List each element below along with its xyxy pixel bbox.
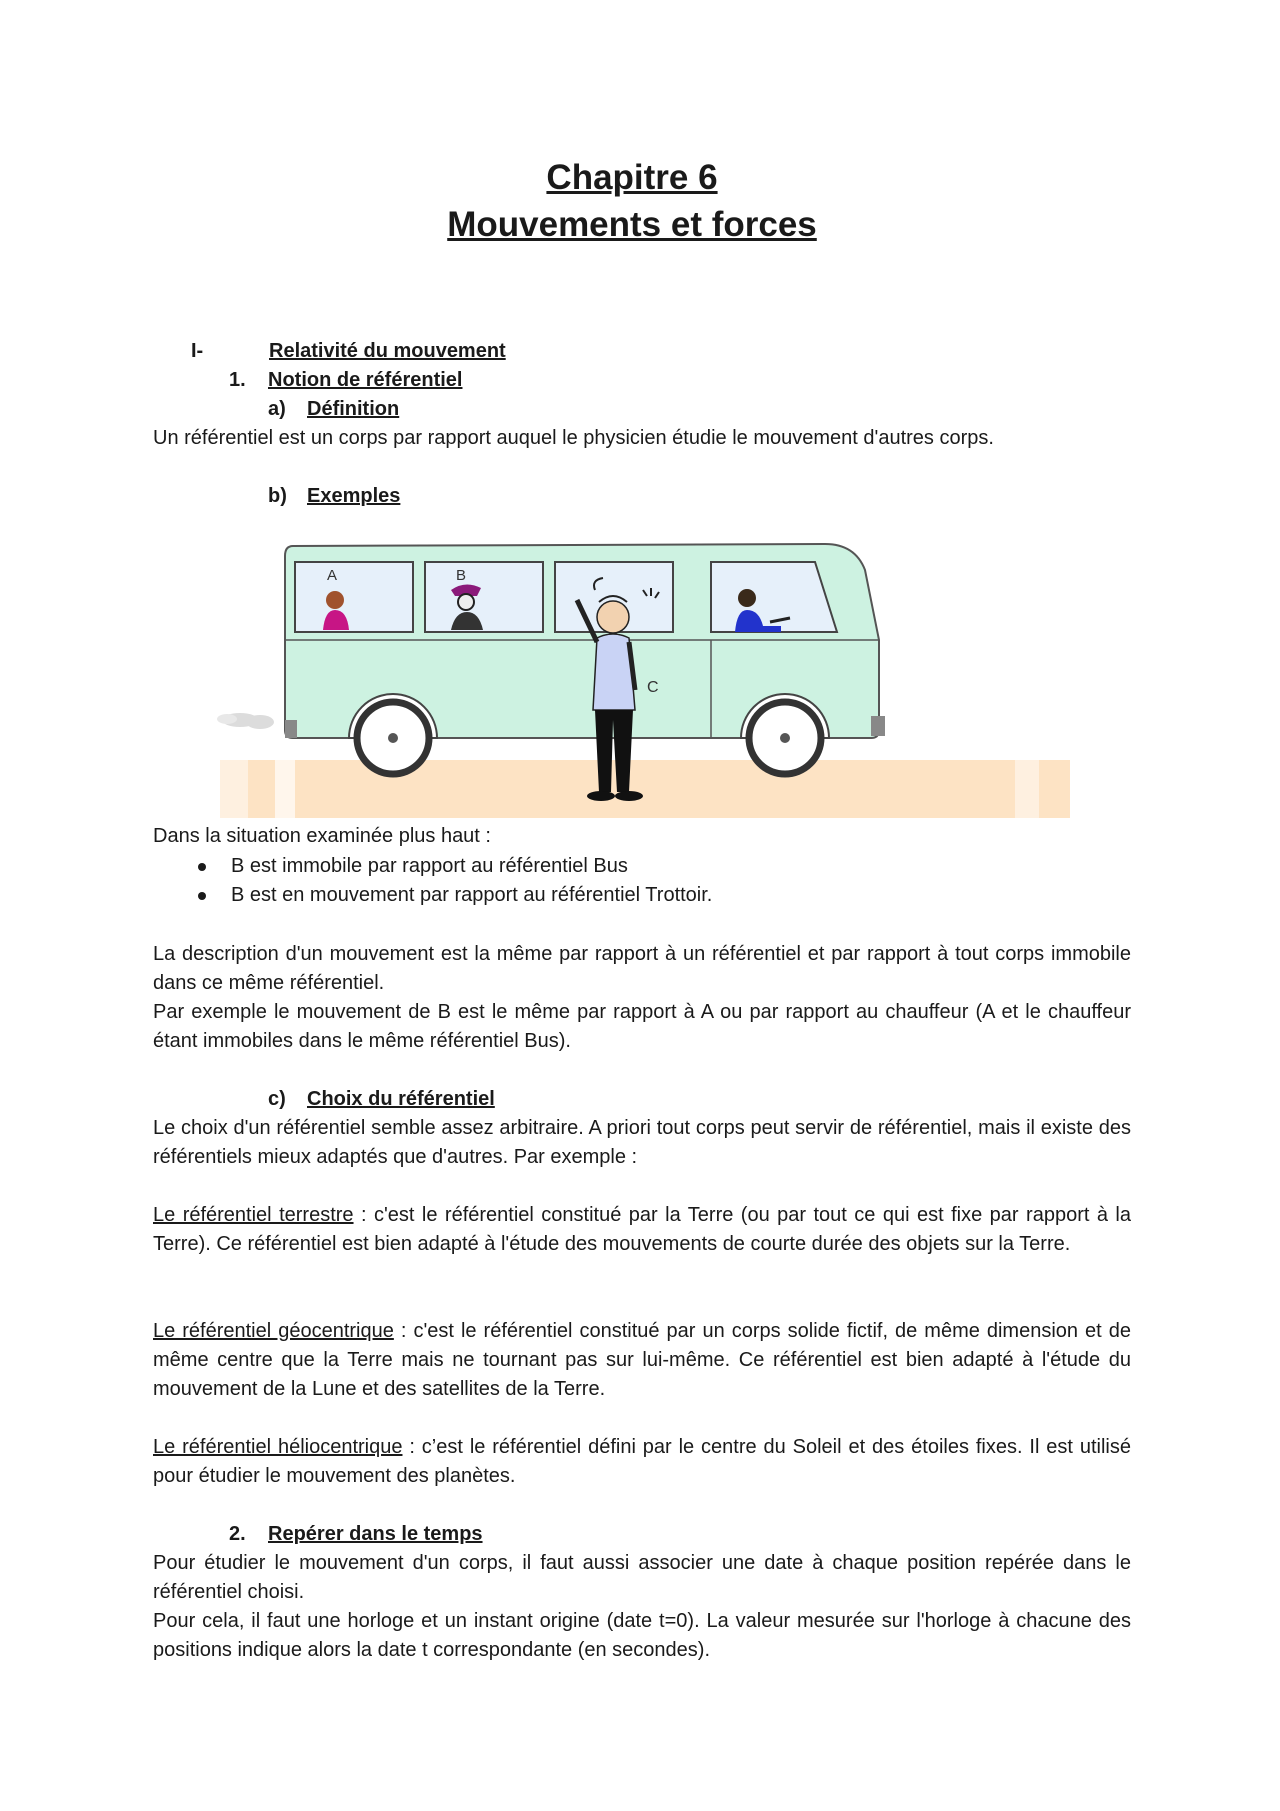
sidewalk bbox=[220, 760, 1070, 818]
bus-illustration bbox=[215, 530, 1080, 820]
item-c-title: Choix du référentiel bbox=[307, 1088, 495, 1110]
item-a-title: Définition bbox=[307, 398, 400, 420]
item-b-letter: b) bbox=[268, 485, 287, 507]
bullet-icon bbox=[198, 892, 206, 900]
subsection-2-number: 2. bbox=[229, 1523, 246, 1545]
description-p2: Par exemple le mouvement de B est le même par rapport à A ou par rapport au chauffeur (A et le chauffeur étant immobiles dans le même référentiel Bus). bbox=[153, 1001, 1131, 1052]
bullet-icon bbox=[198, 863, 206, 871]
item-b-title: Exemples bbox=[307, 485, 401, 507]
item-a-letter: a) bbox=[268, 398, 286, 420]
definition-text: Un référentiel est un corps par rapport auquel le physicien étudie le mouvement d'autres corps. bbox=[153, 427, 994, 449]
ref-terrestre-term: Le référentiel terrestre bbox=[153, 1204, 354, 1226]
choice-paragraph: Le choix d'un référentiel semble assez arbitraire. A priori tout corps peut servir de référentiel, mais il existe des référentiels mieux adaptés que d'autres. Par exemple : bbox=[153, 1117, 1131, 1168]
time-p2: Pour cela, il faut une horloge et un instant origine (date t=0). La valeur mesurée sur l'horloge à chacune des positions indique alors la date t correspondante (en secondes). bbox=[153, 1610, 1131, 1661]
bullet-item-2: B est en mouvement par rapport au référentiel Trottoir. bbox=[231, 884, 713, 906]
bus-window-b bbox=[425, 562, 543, 632]
subsection-1-number: 1. bbox=[229, 369, 246, 391]
description-p1: La description d'un mouvement est la même par rapport à un référentiel et par rapport à tout corps immobile dans ce même référentiel. bbox=[153, 943, 1131, 994]
ref-geocentrique-paragraph bbox=[153, 1317, 1131, 1404]
ref-heliocentrique-term: Le référentiel héliocentrique bbox=[153, 1436, 403, 1458]
ref-geocentrique-text: : c'est le référentiel constitué par un corps solide fictif, de même dimension et de même centre que la Terre mais ne tournant pas sur lui-même. Ce référentiel est bien adapté à l'étude du mouvement de la Lune et des satellites de la Terre. bbox=[153, 1320, 1131, 1400]
description-paragraphs bbox=[153, 940, 1131, 1056]
bus-window-a bbox=[295, 562, 413, 632]
ref-terrestre-text: : c'est le référentiel constitué par la Terre (ou par tout ce qui est fixe par rapport à la Terre). Ce référentiel est bien adapté à l'étude des mouvements de courte durée des objets sur la Terre. bbox=[153, 1204, 1131, 1255]
section-roman-number: I- bbox=[191, 340, 204, 362]
section-title: Relativité du mouvement bbox=[269, 340, 506, 362]
time-p1: Pour étudier le mouvement d'un corps, il faut aussi associer une date à chaque position repérée dans le référentiel choisi. bbox=[153, 1552, 1131, 1603]
subsection-2-title: Repérer dans le temps bbox=[268, 1523, 483, 1545]
chapter-title: Mouvements et forces bbox=[447, 205, 817, 244]
rear-wheel bbox=[349, 694, 437, 774]
subsection-1-title: Notion de référentiel bbox=[268, 369, 463, 391]
label-a: A bbox=[327, 567, 338, 584]
situation-intro: Dans la situation examinée plus haut : bbox=[153, 825, 491, 847]
exhaust-smoke bbox=[217, 713, 274, 729]
time-paragraphs bbox=[153, 1549, 1131, 1665]
front-wheel bbox=[741, 694, 829, 774]
label-b: B bbox=[456, 567, 467, 584]
ref-heliocentrique-paragraph bbox=[153, 1433, 1131, 1491]
ref-geocentrique-term: Le référentiel géocentrique bbox=[153, 1320, 394, 1342]
bullet-item-1: B est immobile par rapport au référentiel Bus bbox=[231, 855, 628, 877]
ref-heliocentrique-text: : c’est le référentiel défini par le centre du Soleil et des étoiles fixes. Il est utilisé pour étudier le mouvement des planètes. bbox=[153, 1436, 1131, 1487]
ref-terrestre-paragraph bbox=[153, 1201, 1131, 1259]
item-c-letter: c) bbox=[268, 1088, 286, 1110]
label-c: C bbox=[647, 679, 659, 696]
chapter-number-title: Chapitre 6 bbox=[546, 158, 718, 197]
